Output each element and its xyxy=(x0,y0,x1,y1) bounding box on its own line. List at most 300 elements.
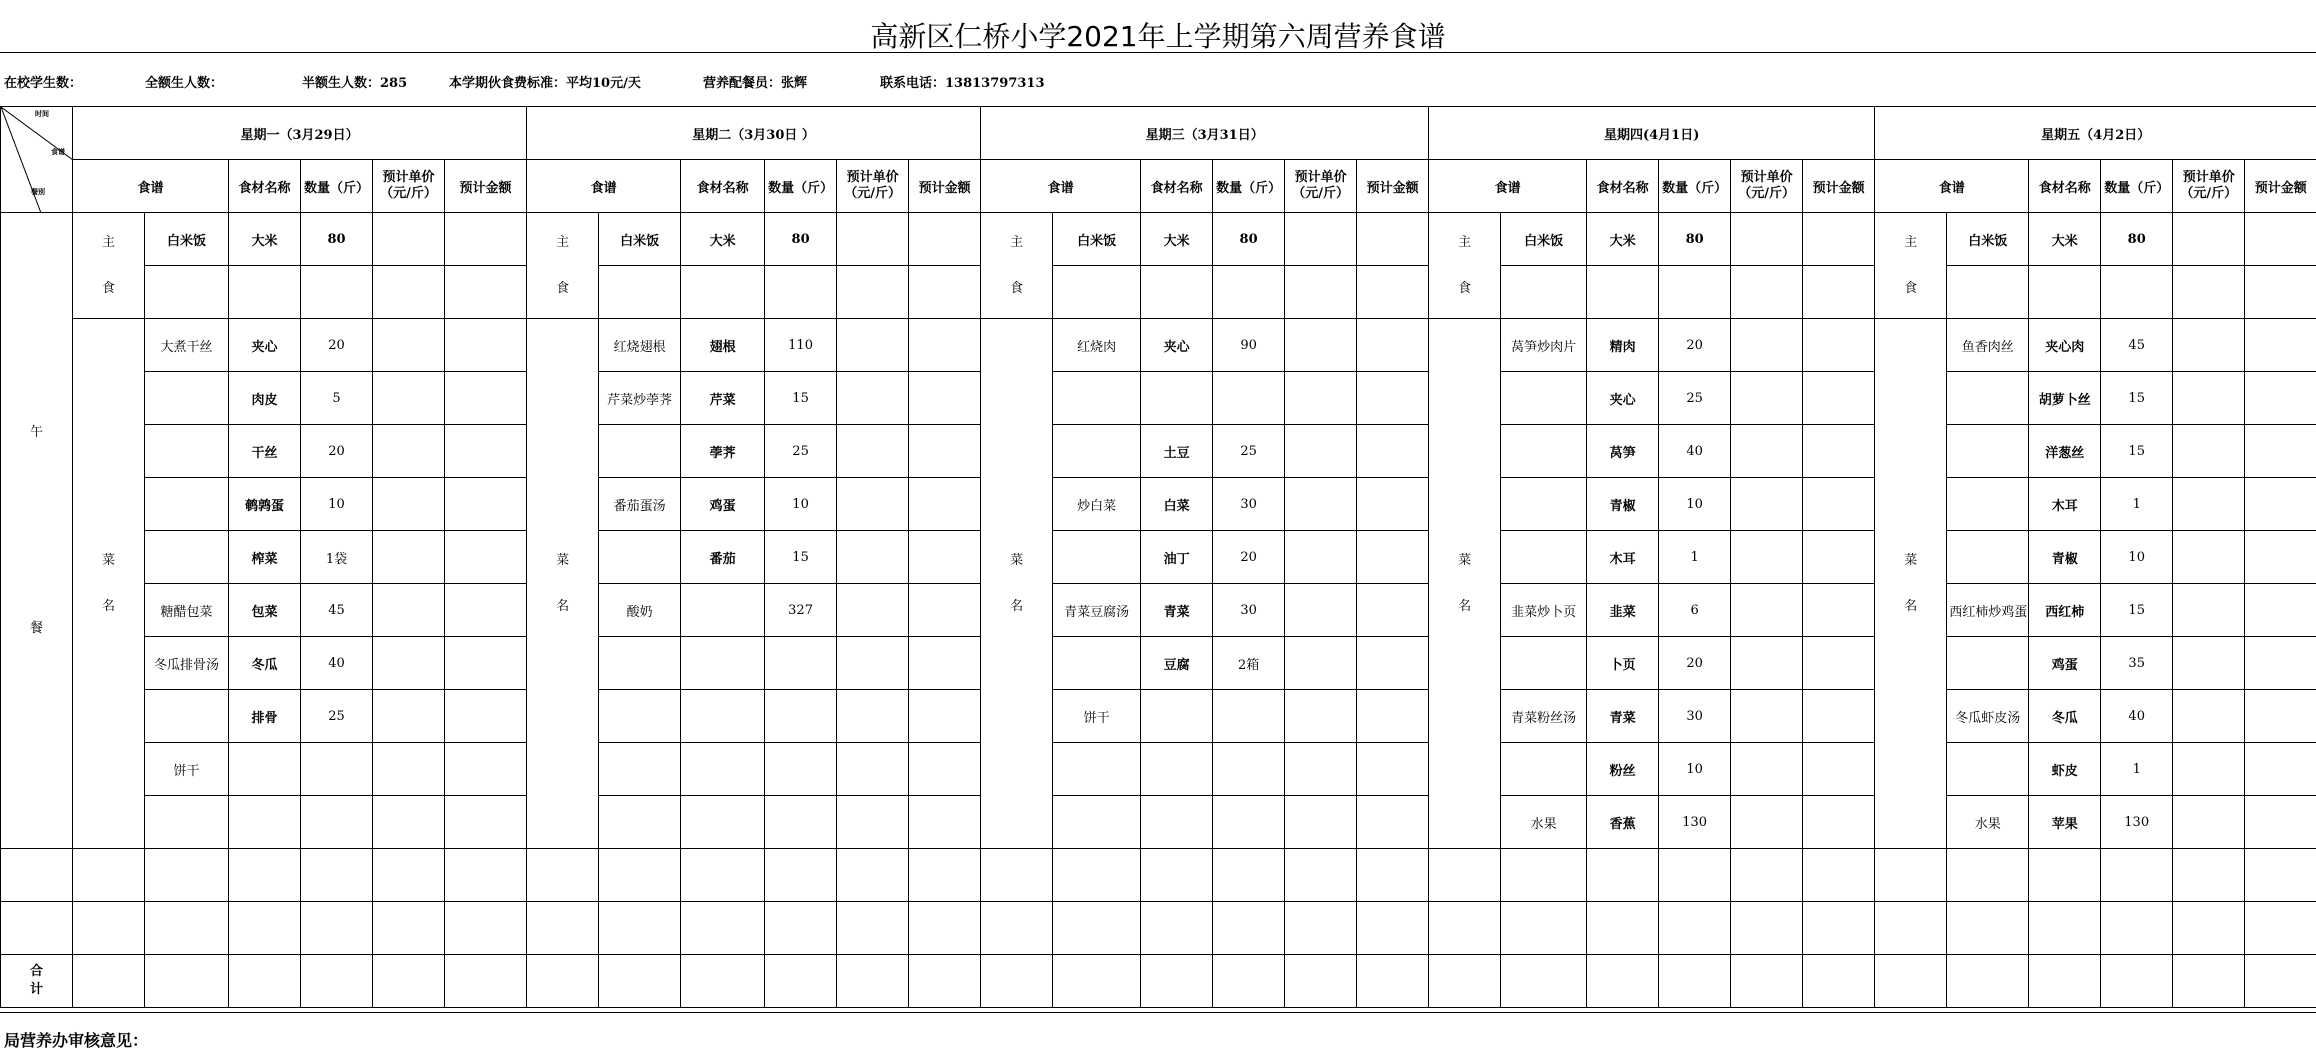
staple-b: 食 xyxy=(1010,280,1024,296)
price-cell xyxy=(2173,637,2245,690)
dish-recipe xyxy=(1947,478,2029,531)
dish-b: 名 xyxy=(1010,598,1024,614)
amount-cell xyxy=(909,372,981,425)
amount-cell xyxy=(909,796,981,849)
col-header-ingredient: 食材名称 xyxy=(1587,160,1659,213)
dish-recipe xyxy=(1053,637,1141,690)
dish-ingredient xyxy=(1141,372,1213,425)
nutritionist-label: 营养配餐员：张辉 xyxy=(703,76,808,91)
dish-label xyxy=(981,319,1053,849)
price-cell xyxy=(2173,584,2245,637)
staple-qty: 80 xyxy=(1213,213,1285,266)
amount-cell xyxy=(1803,584,1875,637)
price-cell xyxy=(1285,690,1357,743)
empty-cell xyxy=(2173,266,2245,319)
dish-recipe xyxy=(1053,531,1141,584)
empty-cell xyxy=(373,955,445,1008)
empty-cell xyxy=(445,266,527,319)
dish-ingredient: 西红柿 xyxy=(2029,584,2101,637)
menu-table xyxy=(0,106,2316,1008)
amount-cell xyxy=(1803,478,1875,531)
amount-cell xyxy=(2245,796,2316,849)
day-header: 星期一（3月29日） xyxy=(73,107,527,160)
empty-cell xyxy=(1213,902,1285,955)
amount-cell xyxy=(1803,637,1875,690)
dish-ingredient: 青菜 xyxy=(1587,690,1659,743)
col-header-price: 预计单价（元/斤） xyxy=(837,160,909,213)
price-cell xyxy=(1285,213,1357,266)
dish-qty: 10 xyxy=(2101,531,2173,584)
dish-qty: 15 xyxy=(765,531,837,584)
dish-ingredient xyxy=(681,584,765,637)
amount-cell xyxy=(445,743,527,796)
empty-cell xyxy=(837,266,909,319)
price-cell xyxy=(1285,637,1357,690)
col-header-recipe: 食谱 xyxy=(1875,160,2029,213)
empty-cell xyxy=(1659,955,1731,1008)
amount-cell xyxy=(1357,690,1429,743)
dish-ingredient: 干丝 xyxy=(229,425,301,478)
empty-cell xyxy=(981,955,1053,1008)
empty-cell xyxy=(373,902,445,955)
staple-recipe: 白米饭 xyxy=(599,213,681,266)
dish-recipe xyxy=(145,425,229,478)
dish-recipe xyxy=(1947,372,2029,425)
amount-cell xyxy=(2245,425,2316,478)
empty-cell xyxy=(1947,955,2029,1008)
price-cell xyxy=(837,478,909,531)
price-cell xyxy=(837,690,909,743)
empty-cell xyxy=(2245,955,2316,1008)
empty-cell xyxy=(1587,266,1659,319)
dish-qty xyxy=(765,690,837,743)
price-cell xyxy=(1731,584,1803,637)
price-cell xyxy=(1285,743,1357,796)
dish-ingredient xyxy=(681,743,765,796)
dish-ingredient: 莴笋 xyxy=(1587,425,1659,478)
price-cell xyxy=(1285,425,1357,478)
amount-cell xyxy=(1357,213,1429,266)
price-cell xyxy=(1731,637,1803,690)
dish-recipe xyxy=(1947,637,2029,690)
dish-qty: 40 xyxy=(2101,690,2173,743)
empty-cell xyxy=(909,849,981,902)
staple-recipe: 白米饭 xyxy=(1501,213,1587,266)
dish-ingredient: 青菜 xyxy=(1141,584,1213,637)
dish-ingredient: 木耳 xyxy=(2029,478,2101,531)
dish-ingredient xyxy=(681,690,765,743)
corner-time-label: 时间 xyxy=(35,109,49,118)
dish-ingredient: 肉皮 xyxy=(229,372,301,425)
col-header-ingredient: 食材名称 xyxy=(229,160,301,213)
amount-cell xyxy=(2245,690,2316,743)
dish-qty: 10 xyxy=(301,478,373,531)
empty-cell xyxy=(909,955,981,1008)
empty-cell xyxy=(1659,902,1731,955)
corner-recipe-label: 食谱 xyxy=(51,147,65,156)
dish-ingredient: 虾皮 xyxy=(2029,743,2101,796)
price-cell xyxy=(2173,690,2245,743)
dish-qty xyxy=(301,796,373,849)
price-cell xyxy=(2173,531,2245,584)
standard-label: 本学期伙食费标准：平均10元/天 xyxy=(449,76,641,91)
dish-qty: 45 xyxy=(2101,319,2173,372)
review-label: 局营养办审核意见： xyxy=(4,1031,149,1050)
dish-recipe xyxy=(1053,743,1141,796)
empty-cell xyxy=(445,955,527,1008)
empty-cell xyxy=(1053,902,1141,955)
empty-cell xyxy=(1875,902,1947,955)
empty-cell xyxy=(301,849,373,902)
dish-recipe xyxy=(1947,531,2029,584)
dish-qty: 130 xyxy=(1659,796,1731,849)
empty-cell xyxy=(981,849,1053,902)
amount-cell xyxy=(909,531,981,584)
dish-qty: 90 xyxy=(1213,319,1285,372)
price-cell xyxy=(1285,531,1357,584)
empty-cell xyxy=(599,902,681,955)
empty-cell xyxy=(1501,266,1587,319)
amount-cell xyxy=(2245,531,2316,584)
dish-qty: 25 xyxy=(1659,372,1731,425)
empty-cell xyxy=(145,955,229,1008)
dish-label xyxy=(73,319,145,849)
price-cell xyxy=(2173,425,2245,478)
col-header-amount: 预计金额 xyxy=(445,160,527,213)
amount-cell xyxy=(2245,637,2316,690)
staple-a: 主 xyxy=(101,234,115,250)
price-cell xyxy=(2173,796,2245,849)
empty-cell xyxy=(2245,266,2316,319)
col-header-amount: 预计金额 xyxy=(909,160,981,213)
empty-cell xyxy=(301,266,373,319)
price-cell xyxy=(1731,319,1803,372)
dish-recipe xyxy=(599,690,681,743)
price-cell xyxy=(1731,796,1803,849)
dish-qty: 15 xyxy=(2101,372,2173,425)
price-cell xyxy=(373,478,445,531)
staple-ingredient: 大米 xyxy=(1141,213,1213,266)
col-header-qty: 数量（斤） xyxy=(301,160,373,213)
price-cell xyxy=(373,531,445,584)
col-header-recipe: 食谱 xyxy=(527,160,681,213)
dish-qty: 110 xyxy=(765,319,837,372)
empty-cell xyxy=(1501,902,1587,955)
empty-cell xyxy=(445,849,527,902)
price-cell xyxy=(373,584,445,637)
amount-cell xyxy=(1357,743,1429,796)
empty-cell xyxy=(1213,955,1285,1008)
empty-cell xyxy=(1,849,73,902)
amount-cell xyxy=(909,425,981,478)
amount-cell xyxy=(1803,743,1875,796)
col-header-ingredient: 食材名称 xyxy=(2029,160,2101,213)
dish-ingredient: 卜页 xyxy=(1587,637,1659,690)
empty-cell xyxy=(1285,849,1357,902)
dish-recipe xyxy=(1053,425,1141,478)
dish-ingredient xyxy=(229,743,301,796)
dish-qty: 15 xyxy=(2101,425,2173,478)
staple-a: 主 xyxy=(556,234,570,250)
empty-cell xyxy=(1659,266,1731,319)
amount-cell xyxy=(1357,425,1429,478)
price-cell xyxy=(837,372,909,425)
staple-qty: 80 xyxy=(2101,213,2173,266)
info-bar xyxy=(0,52,2316,106)
price-cell xyxy=(373,213,445,266)
price-cell xyxy=(373,690,445,743)
dish-qty xyxy=(301,743,373,796)
col-header-price: 预计单价（元/斤） xyxy=(373,160,445,213)
dish-ingredient xyxy=(681,796,765,849)
dish-recipe: 西红柿炒鸡蛋 xyxy=(1947,584,2029,637)
empty-cell xyxy=(2029,266,2101,319)
empty-cell xyxy=(2245,902,2316,955)
dish-qty: 15 xyxy=(765,372,837,425)
dish-b: 名 xyxy=(1458,598,1472,614)
corner-cell xyxy=(1,107,73,213)
price-cell xyxy=(837,796,909,849)
col-header-price: 预计单价（元/斤） xyxy=(1731,160,1803,213)
empty-cell xyxy=(1731,266,1803,319)
price-cell xyxy=(837,213,909,266)
price-cell xyxy=(1285,478,1357,531)
empty-cell xyxy=(145,849,229,902)
empty-cell xyxy=(1141,266,1213,319)
staple-a: 主 xyxy=(1010,234,1024,250)
dish-ingredient: 精肉 xyxy=(1587,319,1659,372)
price-cell xyxy=(1731,690,1803,743)
col-header-recipe: 食谱 xyxy=(981,160,1141,213)
amount-cell xyxy=(1803,690,1875,743)
col-header-qty: 数量（斤） xyxy=(765,160,837,213)
amount-cell xyxy=(909,319,981,372)
empty-cell xyxy=(1947,849,2029,902)
dish-recipe xyxy=(1947,425,2029,478)
amount-cell xyxy=(1357,584,1429,637)
dish-qty: 30 xyxy=(1213,478,1285,531)
empty-cell xyxy=(527,902,599,955)
dish-recipe: 冬瓜排骨汤 xyxy=(145,637,229,690)
price-cell xyxy=(373,372,445,425)
dish-b: 名 xyxy=(101,598,115,614)
dish-recipe: 饼干 xyxy=(1053,690,1141,743)
empty-cell xyxy=(1587,849,1659,902)
amount-cell xyxy=(445,425,527,478)
empty-cell xyxy=(445,902,527,955)
price-cell xyxy=(1731,372,1803,425)
price-cell xyxy=(1285,319,1357,372)
dish-recipe xyxy=(1053,372,1141,425)
staple-recipe: 白米饭 xyxy=(145,213,229,266)
price-cell xyxy=(2173,372,2245,425)
dish-qty: 25 xyxy=(301,690,373,743)
price-cell xyxy=(1285,796,1357,849)
price-cell xyxy=(1731,478,1803,531)
staple-b: 食 xyxy=(101,280,115,296)
dish-qty: 6 xyxy=(1659,584,1731,637)
price-cell xyxy=(2173,478,2245,531)
empty-cell xyxy=(2173,849,2245,902)
dish-recipe: 芹菜炒荸荠 xyxy=(599,372,681,425)
dish-recipe: 青菜粉丝汤 xyxy=(1501,690,1587,743)
dish-qty: 1 xyxy=(2101,743,2173,796)
dish-qty: 45 xyxy=(301,584,373,637)
amount-cell xyxy=(909,743,981,796)
staple-label xyxy=(1875,213,1947,319)
empty-cell xyxy=(527,849,599,902)
empty-cell xyxy=(765,849,837,902)
empty-cell xyxy=(1429,849,1501,902)
dish-ingredient: 木耳 xyxy=(1587,531,1659,584)
dish-qty: 327 xyxy=(765,584,837,637)
page-title: 高新区仁桥小学2021年上学期第六周营养食谱 xyxy=(870,20,1446,53)
dish-recipe xyxy=(145,531,229,584)
dish-ingredient: 翅根 xyxy=(681,319,765,372)
dish-ingredient: 鸡蛋 xyxy=(2029,637,2101,690)
dish-qty: 35 xyxy=(2101,637,2173,690)
dish-qty: 20 xyxy=(1659,319,1731,372)
dish-recipe xyxy=(599,425,681,478)
price-cell xyxy=(1285,372,1357,425)
day-header: 星期三（3月31日） xyxy=(981,107,1429,160)
empty-cell xyxy=(909,902,981,955)
empty-cell xyxy=(373,849,445,902)
dish-qty: 1 xyxy=(1659,531,1731,584)
empty-cell xyxy=(1947,902,2029,955)
empty-cell xyxy=(2101,849,2173,902)
empty-cell xyxy=(981,902,1053,955)
amount-cell xyxy=(1803,796,1875,849)
dish-ingredient: 番茄 xyxy=(681,531,765,584)
dish-recipe xyxy=(1947,743,2029,796)
dish-label xyxy=(1429,319,1501,849)
dish-a: 菜 xyxy=(1010,552,1024,568)
dish-recipe: 莴笋炒肉片 xyxy=(1501,319,1587,372)
empty-cell xyxy=(1587,902,1659,955)
empty-cell xyxy=(1357,955,1429,1008)
dish-qty: 10 xyxy=(1659,743,1731,796)
dish-label xyxy=(527,319,599,849)
empty-cell xyxy=(1357,902,1429,955)
amount-cell xyxy=(2245,319,2316,372)
amount-cell xyxy=(445,372,527,425)
col-header-qty: 数量（斤） xyxy=(1213,160,1285,213)
dish-qty: 15 xyxy=(2101,584,2173,637)
dish-b: 名 xyxy=(1904,598,1918,614)
empty-cell xyxy=(1141,849,1213,902)
staple-b: 食 xyxy=(1458,280,1472,296)
empty-cell xyxy=(765,266,837,319)
dish-recipe: 鱼香肉丝 xyxy=(1947,319,2029,372)
day-header: 星期五（4月2日） xyxy=(1875,107,2316,160)
empty-cell xyxy=(681,902,765,955)
empty-cell xyxy=(1285,266,1357,319)
total-label xyxy=(1,955,73,1008)
dish-recipe: 糖醋包菜 xyxy=(145,584,229,637)
dish-recipe: 红烧翅根 xyxy=(599,319,681,372)
empty-cell xyxy=(229,266,301,319)
dish-ingredient: 冬瓜 xyxy=(2029,690,2101,743)
dish-ingredient xyxy=(1141,690,1213,743)
dish-ingredient: 韭菜 xyxy=(1587,584,1659,637)
price-cell xyxy=(373,637,445,690)
staple-a: 主 xyxy=(1904,234,1918,250)
amount-cell xyxy=(445,213,527,266)
staple-qty: 80 xyxy=(301,213,373,266)
dish-qty: 130 xyxy=(2101,796,2173,849)
dish-ingredient xyxy=(1141,796,1213,849)
empty-cell xyxy=(73,849,145,902)
dish-qty: 1 xyxy=(2101,478,2173,531)
dish-recipe: 饼干 xyxy=(145,743,229,796)
empty-cell xyxy=(1803,849,1875,902)
staple-a: 主 xyxy=(1458,234,1472,250)
empty-cell xyxy=(909,266,981,319)
empty-cell xyxy=(1875,849,1947,902)
empty-cell xyxy=(1285,902,1357,955)
amount-cell xyxy=(1803,531,1875,584)
dish-qty: 2箱 xyxy=(1213,637,1285,690)
price-cell xyxy=(837,319,909,372)
dish-recipe: 炒白菜 xyxy=(1053,478,1141,531)
price-cell xyxy=(2173,213,2245,266)
dish-recipe xyxy=(1501,531,1587,584)
dish-ingredient: 芹菜 xyxy=(681,372,765,425)
amount-cell xyxy=(445,690,527,743)
empty-cell xyxy=(1803,955,1875,1008)
col-header-amount: 预计金额 xyxy=(1357,160,1429,213)
empty-cell xyxy=(1501,955,1587,1008)
col-header-ingredient: 食材名称 xyxy=(681,160,765,213)
dish-qty: 30 xyxy=(1659,690,1731,743)
empty-cell xyxy=(527,955,599,1008)
empty-cell xyxy=(1731,955,1803,1008)
dish-ingredient: 青椒 xyxy=(1587,478,1659,531)
empty-cell xyxy=(229,902,301,955)
price-cell xyxy=(1731,531,1803,584)
staple-label xyxy=(1429,213,1501,319)
dish-qty: 20 xyxy=(301,425,373,478)
amount-cell xyxy=(2245,743,2316,796)
dish-ingredient: 香蕉 xyxy=(1587,796,1659,849)
dish-recipe xyxy=(1053,796,1141,849)
dish-ingredient: 粉丝 xyxy=(1587,743,1659,796)
dish-ingredient: 包菜 xyxy=(229,584,301,637)
dish-recipe xyxy=(1501,743,1587,796)
amount-cell xyxy=(1357,796,1429,849)
amount-cell xyxy=(1357,478,1429,531)
dish-qty: 5 xyxy=(301,372,373,425)
phone-label: 联系电话：13813797313 xyxy=(880,76,1045,91)
dish-ingredient: 豆腐 xyxy=(1141,637,1213,690)
dish-ingredient: 洋葱丝 xyxy=(2029,425,2101,478)
col-header-amount: 预计金额 xyxy=(1803,160,1875,213)
dish-qty: 20 xyxy=(1213,531,1285,584)
amount-cell xyxy=(1357,372,1429,425)
dish-qty: 20 xyxy=(301,319,373,372)
dish-ingredient: 油丁 xyxy=(1141,531,1213,584)
amount-cell xyxy=(445,531,527,584)
dish-ingredient: 苹果 xyxy=(2029,796,2101,849)
amount-cell xyxy=(1357,319,1429,372)
amount-cell xyxy=(909,690,981,743)
amount-cell xyxy=(1803,319,1875,372)
empty-cell xyxy=(1731,849,1803,902)
empty-cell xyxy=(1213,849,1285,902)
dish-ingredient: 青椒 xyxy=(2029,531,2101,584)
dish-recipe: 水果 xyxy=(1947,796,2029,849)
